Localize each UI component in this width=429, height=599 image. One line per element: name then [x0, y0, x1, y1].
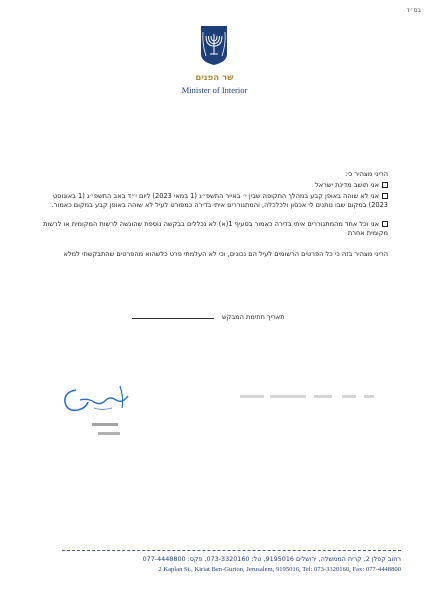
declaration-final: הריני מצהיר בזה כי כל הפרטים הרשומים לעיל הם נכונים, וכי לא העלמתי פרט כלשהוא מהפרטים שהתבקשתי למלא: [63, 250, 388, 258]
redacted-mark: [98, 432, 120, 435]
signature-date-label: תאריך חתימת המבקש: [222, 313, 285, 321]
faint-mark: [240, 395, 264, 398]
checkbox-item-1[interactable]: [382, 182, 388, 188]
redacted-mark: [92, 423, 118, 426]
faint-mark: [270, 395, 306, 398]
footer-address-hebrew: רחוב קפלן 2, קרית הממשלה, ירושלים 9195016, טל: 073-3320160, פקס: 077-4448800: [142, 555, 401, 563]
declaration-intro: הריני מצהיר כי:: [345, 170, 388, 178]
declaration-item-3: [33, 220, 388, 238]
footer-address-english: 2 Kaplan St., Kiriat Ben-Gurion, Jerusalem, 9195016, Tel: 073-3320160, Fax: 077-4448800: [158, 566, 401, 573]
faint-illegible-row: [240, 393, 390, 401]
declaration-item-2: [33, 192, 388, 210]
declaration-item-1-text: אני תושב מדינת ישראל: [315, 181, 379, 189]
faint-mark: [364, 395, 374, 398]
ministry-title-english: Minister of Interior: [181, 85, 248, 95]
ministry-title-hebrew: שר הפנים: [195, 73, 234, 83]
declaration-item-2-text: אני לא שוהה באופן קבע במהלך התקופה שבין י׳ באייר התשפ״ג (1 במאי 2023) ליום י״ד באב התשפ״ג (1 באוגוסט 2023) במקום שבו נותנים לי אכסון ולכלכלה, והמתגוררים איתי בדירה כמפורט לעיל לא שוהה באופן קבע במקום כאמור.: [51, 192, 388, 209]
faint-mark: [314, 395, 332, 398]
state-emblem-icon: [198, 24, 230, 66]
checkbox-item-3[interactable]: [382, 221, 388, 227]
faint-mark: [342, 395, 356, 398]
checkbox-item-2[interactable]: [382, 193, 388, 199]
bsd-mark: בס״ד: [406, 7, 421, 14]
signature-input-line[interactable]: [132, 318, 214, 319]
declaration-item-1: [33, 181, 388, 190]
handwritten-signature: [58, 378, 138, 418]
declaration-item-3-text: אני וכל אחד מהמתגוררים איתי בדירה כאמור בסעיף 1(א) לא נכללים בבקשה נוספת שהוגשה לרשות המקומית או לרשות מקומית אחרת: [43, 220, 388, 237]
footer-divider: [62, 550, 401, 551]
